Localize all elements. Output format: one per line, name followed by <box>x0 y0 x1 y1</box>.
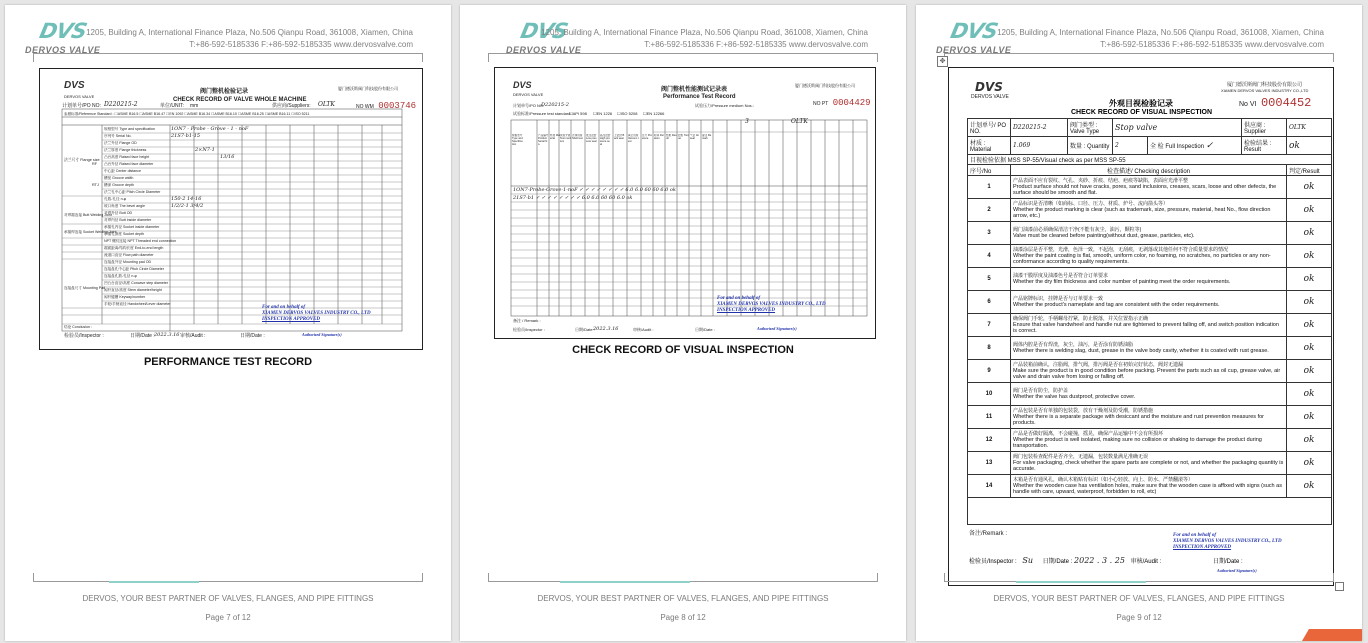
inspector-label: 检验员/Inspector : <box>64 333 104 339</box>
footer-rule <box>33 581 423 582</box>
handwritten-entry: 13/16 <box>220 154 235 160</box>
crop-mark <box>488 53 498 62</box>
supplier-value: OLTK <box>1287 119 1332 137</box>
signature-row <box>969 556 1243 565</box>
company-logo <box>506 19 582 57</box>
checklist-description-en: Whether the valve has dustproof, protective cover. <box>1013 393 1136 400</box>
checklist-description-cn: 确保阀门手轮，手柄螺母拧紧，防止脱落，并关位置指示正确 <box>1013 315 1149 322</box>
checklist-number: 7 <box>968 314 1011 337</box>
basis-row <box>968 155 1332 165</box>
crop-mark <box>33 573 34 581</box>
scan-brand: DERVOS VALVE <box>64 94 95 99</box>
header-rule <box>944 53 1334 54</box>
date2-label: 日期/Date : <box>1212 559 1243 565</box>
form-serial-number: NO WM 0003746 <box>356 101 417 111</box>
header-address: 1205, Building A, International Finance Plaza, No.506 Qianpu Road, 361008, Xiamen, China <box>997 28 1324 37</box>
checklist-description <box>1011 475 1287 498</box>
handwritten-row: 21S7-b1 ✓ ✓ ✓ ✓ ✓ ✓ ✓ ✓ 6.0 6.0 60 60 6.0 ok <box>513 195 633 201</box>
crop-mark <box>868 53 878 62</box>
checklist-result: ok <box>1287 291 1332 314</box>
po-value: D220215-2 <box>104 101 138 108</box>
supplier-value: OLTK <box>791 118 808 125</box>
crop-mark <box>1333 573 1334 581</box>
page-header <box>5 5 451 57</box>
checklist-description-en: Whether the paint coating is flat, smooth, uniform color, no foaming, no scratches, no particles or any non-conformance according to quality requirements. <box>1013 252 1271 265</box>
checklist-description <box>1011 429 1287 452</box>
date-label: 日期/Date : <box>130 333 155 339</box>
form-row-label: 对焊外径 Butt OD <box>104 211 133 215</box>
scan-logo: DVS <box>975 80 1003 94</box>
checklist-description-cn: 产品包装是否有单独的包装袋，放有干燥剂及防受潮，防锈措施 <box>1013 407 1154 414</box>
date2-label: 日期/Date : <box>240 333 265 339</box>
checklist-description-en: Whether the product's nameplate and tag are consistent with the order requirements. <box>1013 301 1220 308</box>
checklist-result: ok <box>1287 199 1332 222</box>
header-rule <box>488 53 878 54</box>
checklist-row <box>968 452 1332 475</box>
header-address: 1205, Building A, International Finance Plaza, No.506 Qianpu Road, 361008, Xiamen, China <box>541 28 868 37</box>
date-value: 2022 . 3 . 25 <box>1074 556 1125 565</box>
pressure-label: 试验压力/Pressure medium Nos.: <box>695 103 754 108</box>
date-value: 2022.3.16 <box>593 326 619 332</box>
inspector-label: 检验员/Inspector : <box>513 327 545 332</box>
column-header: 低压密封 Low pressure seal <box>586 134 597 143</box>
group-label: 对焊端连接 Butt Welding Joint <box>64 213 112 217</box>
form-row-label: 对焊内径 Butt inside diameter <box>104 218 152 222</box>
unit-label: 单位/UNIT: <box>160 103 184 109</box>
checklist-number: 2 <box>968 199 1011 222</box>
form-row-label: NPT 螺纹连接 NPT Threaded end connection <box>104 239 177 243</box>
form-title-en: Performance Test Record <box>663 94 736 100</box>
full-inspection-label: 全 检 Full Inspection <box>1150 143 1205 150</box>
checklist-description-en: Whether the product marking is clear (such as trademark, size, pressure, material, heat No., flow direction arrow, etc.) <box>1013 206 1271 219</box>
page-caption: CHECK RECORD OF VISUAL INSPECTION <box>572 344 794 356</box>
form-title-en: CHECK RECORD OF VALVE WHOLE MACHINE <box>173 97 307 103</box>
checklist-number: 1 <box>968 176 1011 199</box>
form-row-label: 连接盘孔中心距 Pitch Circle Diameter <box>104 267 164 271</box>
authorized-signature: Authorized Signature(s) <box>1217 568 1257 573</box>
crop-mark <box>1324 53 1334 62</box>
crop-mark <box>33 53 43 62</box>
checklist-row <box>968 360 1332 383</box>
checklist-description-en: Whether there is welding slag, dust, grease in the valve body cavity, whether it is coated with rust grease. <box>1013 347 1269 354</box>
po-label: 计划单号/PO NO: <box>62 103 101 109</box>
checklist-description-cn: 阀体内腔是否有焊渣，灰尘，油污，是否涂有防锈油脂 <box>1013 341 1134 348</box>
checklist-description <box>1011 337 1287 360</box>
crop-mark <box>488 573 489 581</box>
checklist-description <box>1011 452 1287 475</box>
footer-accent <box>560 581 690 583</box>
form-title-en: CHECK RECORD OF VISUAL INSPECTION <box>1071 109 1213 116</box>
group-label: RF <box>92 162 98 166</box>
checklist-number: 6 <box>968 291 1011 314</box>
handwritten-entry: 1/2/2-1 3/4/2 <box>171 203 204 209</box>
valve-type-value: Stop valve <box>1113 119 1242 137</box>
resize-handle-icon[interactable] <box>1335 582 1344 591</box>
handwritten-entry: 1ON7 - Probe - Grove - 1 - noF <box>171 126 249 132</box>
checklist-result: ok <box>1287 176 1332 199</box>
authorized-signature: Authorized Signature(s) <box>757 326 797 331</box>
scan-brand: DERVOS VALVE <box>513 92 544 97</box>
form-row-label: 坡口角度 The bevel angle <box>104 204 145 208</box>
checklist-description-cn: 木箱是否有通风孔，确认木箱贴有标识（如小心轻放、向上、防水、严禁翻滚等） <box>1013 476 1194 483</box>
form-row-label: 槽深 Groove depth <box>104 183 134 187</box>
checklist-description-cn: 油漆涂层是否平整，光滑，色泽一致，不起泡，无刮痕，无剥落或其他任何不符合质量要求的情况 <box>1013 246 1229 253</box>
checklist-description-cn: 产品标识是否清晰（如商标、口径、压力、材质、炉号、流向箭头等） <box>1013 200 1169 207</box>
checklist-result: ok <box>1287 452 1332 475</box>
checklist-description-cn: 阀门是否有防尘，防护盖 <box>1013 387 1069 394</box>
column-header: 试验介质 Test medium <box>560 134 571 143</box>
scan-brand: DERVOS VALVE <box>971 94 1009 100</box>
checklist-number: 9 <box>968 360 1011 383</box>
checklist-result: ok <box>1287 429 1332 452</box>
standard-option: ☐API 598 <box>569 111 587 116</box>
form-row-label: 连接盘外径 Mounting pad OD <box>104 260 152 264</box>
logo-mark: DVS <box>37 19 89 43</box>
company-logo <box>25 19 101 57</box>
form-title-cn: 外观目视检验记录 <box>1109 99 1173 108</box>
info-row-1 <box>968 119 1332 137</box>
form-row-label: 承插孔深度 Socket depth <box>104 232 144 236</box>
page-header <box>916 5 1362 57</box>
column-header-row <box>968 165 1332 176</box>
page-caption: PERFORMANCE TEST RECORD <box>143 356 313 368</box>
checklist-row <box>968 314 1332 337</box>
checklist-row <box>968 268 1332 291</box>
form-company: 厦门德沃斯阀门科技股份有限公司 <box>795 83 855 88</box>
checklist-row <box>968 291 1332 314</box>
checklist-description <box>1011 383 1287 406</box>
checklist-description-en: Whether the dry film thickness and color number of painting meet the order requirements. <box>1013 278 1231 285</box>
checklist-row <box>968 383 1332 406</box>
checklist-result: ok <box>1287 314 1332 337</box>
crop-mark <box>877 573 878 581</box>
logo-brand: DERVOS VALVE <box>506 45 582 55</box>
po-value: D220215-2 <box>1011 119 1068 137</box>
column-header: 气密 Air seal <box>690 134 700 140</box>
col-result: 判定/Result <box>1287 165 1332 176</box>
column-header: 真空试验 Vacuum test <box>628 134 639 143</box>
handwritten-entry: 150-2 14-16 <box>171 196 202 202</box>
logo-mark: DVS <box>948 19 1000 43</box>
form-row-label: 序列号 Serial No. <box>104 134 132 138</box>
form-row-label: 规格型号 Type and specification <box>104 127 155 131</box>
date-label: 日期/Date : <box>1042 559 1073 565</box>
form-row-label: 阀杆直径/高度 Stem diameter/height <box>104 288 162 292</box>
test-standard-label: 试验标准/Pressure test standard: <box>513 111 572 116</box>
checklist-description <box>1011 314 1287 337</box>
form-company: 厦门德沃斯阀门科技股份有限公司 <box>338 86 398 91</box>
checklist-description-en: Make sure the product is in good condition before packing. Prevent the parts such as oil cup, grease valve, air valve and drain valve from losing or falling off. <box>1013 367 1281 380</box>
form-row-label: 孔数-孔径 n-φ <box>104 197 127 201</box>
checklist-description-cn: 阀门包装检查配件是否齐全，无遗漏，包装数量满足准确无误 <box>1013 453 1149 460</box>
checklist-description-en: Valve must be cleaned before painting(without dust, grease, particles, etc). <box>1013 232 1195 239</box>
crop-mark <box>944 573 945 581</box>
checklist-description-en: For valve packaging, check whether the spare parts are complete or not, and whether the packaging quantity is accurate. <box>1013 459 1284 472</box>
checklist-number: 3 <box>968 222 1011 245</box>
document-page-9 <box>916 5 1362 641</box>
form-row-label: 流道口直径 Flow path diameter <box>104 253 154 257</box>
document-page-7 <box>5 5 451 641</box>
checklist-description-cn: 产品是否做好隔离，不会碰撞，摇晃，确保产品运输中不会有所损坏 <box>1013 430 1164 437</box>
form-row-label: 法兰孔中心距 Pitch Circle Diameter <box>104 190 161 194</box>
form-serial-number: NO PT 0004429 <box>813 98 871 108</box>
standard-option: ☐ISO 5208 <box>617 111 638 116</box>
form-row-label: 凹凸台直径/高度 Concave step diameter <box>104 281 169 285</box>
checklist-number: 13 <box>968 452 1011 475</box>
footer-slogan: DERVOS, YOUR BEST PARTNER OF VALVES, FLANGES, AND PIPE FITTINGS <box>993 594 1285 603</box>
logo-mark: DVS <box>518 19 570 43</box>
checklist-number: 12 <box>968 429 1011 452</box>
crop-mark <box>422 573 423 581</box>
footer-slogan: DERVOS, YOUR BEST PARTNER OF VALVES, FLANGES, AND PIPE FITTINGS <box>82 594 374 603</box>
document-page-8 <box>460 5 906 641</box>
standard-option: ☐EN 1226 <box>593 111 613 116</box>
scan-logo: DVS <box>64 80 85 91</box>
remark-cell <box>968 498 1332 525</box>
crop-mark <box>413 53 423 62</box>
valve-type-label: 阀门类型 : Valve Type <box>1068 119 1113 137</box>
column-header: 壳体试验 Shell test <box>572 134 583 140</box>
visual-inspection-table <box>967 118 1332 525</box>
checklist-description <box>1011 268 1287 291</box>
checklist-description <box>1011 406 1287 429</box>
group-label: RTJ <box>92 183 99 187</box>
checklist-result: ok <box>1287 337 1332 360</box>
remark-row <box>968 498 1332 525</box>
header-contact: T:+86-592-5185336 F:+86-592-5185335 www.dervosvalve.com <box>189 40 413 49</box>
col-no: 序号/No <box>968 165 1011 176</box>
checklist-number: 10 <box>968 383 1011 406</box>
column-header: 时间 Duration <box>654 134 665 140</box>
inspector-label: 检验员/Inspector : <box>969 559 1017 565</box>
page-number: Page 7 of 12 <box>205 613 251 622</box>
checklist-row <box>968 337 1332 360</box>
form-row-label: 连接盘孔数-孔径 n-φ <box>104 274 137 278</box>
form-row-label: 法兰外径 Flange OD <box>104 141 137 145</box>
checklist-description-cn: 产品装箱前确认，注脂阀，排气阀，排污阀是否在初始完好状态，阀封无遗漏 <box>1013 361 1184 368</box>
form-row-label: 法兰厚度 Flange thickness <box>104 148 147 152</box>
form-row-label: 端面距离/结构长度 End-to-end length <box>104 246 164 250</box>
checklist-description-en: Product surface should not have cracks, pores, sand inclusions, creases, scars, loose and other defects, the surface should be smooth and flat. <box>1013 183 1277 196</box>
checklist-result: ok <box>1287 268 1332 291</box>
quantity-value: 2 <box>1113 137 1148 155</box>
checklist-description-cn: 产品表面不应有裂纹、气孔、夹砂、折痕、结疤、疤痕等缺陷，表面应光滑平整 <box>1013 177 1189 184</box>
audit-label: 审核/Audit : <box>1130 559 1162 565</box>
supplier-label: 供应商 : Supplier <box>1242 119 1287 137</box>
header-contact: T:+86-592-5185336 F:+86-592-5185335 www.dervosvalve.com <box>644 40 868 49</box>
checklist-row <box>968 222 1332 245</box>
po-label: 计划单号/ PO NO. <box>968 119 1011 137</box>
column-header: 备注 Remark <box>702 134 712 140</box>
form-row-label: 中心距 Center distance <box>104 169 141 173</box>
move-handle-icon[interactable]: ✥ <box>937 56 948 67</box>
column-header: 产品编号 Product Serial No. <box>538 134 549 146</box>
checklist-row <box>968 406 1332 429</box>
checklist-description-en: Whether the product is well isolated, making sure no collision or shaking to damage the product during transportation. <box>1013 436 1262 449</box>
checklist-row <box>968 176 1332 199</box>
approval-stamp: For and on behalf of XIAMEN DERVOS VALVES INDUSTRY CO., LTD INSPECTION APPROVED <box>1173 533 1282 550</box>
column-header: 上密封 Back seat <box>614 134 625 140</box>
form-row-label: 手轮/手柄直径 Handwheel/Lever diameter <box>104 302 171 306</box>
material-value: 1.069 <box>1011 137 1068 155</box>
checklist-description <box>1011 199 1287 222</box>
form-title-cn: 阀门整机性能测试记录表 <box>661 87 728 93</box>
approval-stamp: For and on behalf of XIAMEN DERVOS VALVES INDUSTRY CO., LTD INSPECTION APPROVED <box>262 305 371 322</box>
form-row-label: 凸台高度 Raised face height <box>104 155 150 159</box>
page-header <box>460 5 906 57</box>
checklist-result: ok <box>1287 475 1332 498</box>
header-address: 1205, Building A, International Finance Plaza, No.506 Qianpu Road, 361008, Xiamen, China <box>86 28 413 37</box>
checklist-row <box>968 475 1332 498</box>
checklist-number: 11 <box>968 406 1011 429</box>
form-company-cn: 厦门德沃斯阀门科技股份有限公司 <box>1227 82 1303 88</box>
full-inspection-cell <box>1148 137 1242 155</box>
checklist-row <box>968 429 1332 452</box>
result-label: 检验结果 : Result <box>1242 137 1287 155</box>
checklist-row <box>968 199 1332 222</box>
approval-stamp: For and on behalf of XIAMEN DERVOS VALVES INDUSTRY CO., LTD INSPECTION APPROVED <box>717 296 826 313</box>
checklist-description-en: Whether the wooden case has ventilation holes, make sure that the wooden case is affixed with signs (such as handle with care, upward, waterproof, forbidden to roll, etc) <box>1013 482 1282 495</box>
column-header: 结果 Result <box>666 134 677 140</box>
audit-label: 审核/Audit : <box>633 327 654 332</box>
column-header: 规格型号 Type and Specification <box>512 134 523 146</box>
po-value: D220215-2 <box>541 102 569 108</box>
inspector-value: Su <box>1022 556 1033 565</box>
column-header: 压力 Pressure <box>642 134 652 140</box>
date2-label: 日期/Date : <box>695 327 715 332</box>
authorized-signature: Authorized Signature(s) <box>302 332 342 337</box>
logo-brand: DERVOS VALVE <box>25 45 101 55</box>
checklist-description-en: Ensure that valve handwheel and handle nut are tightened to prevent falling off, and switch position indication is correct. <box>1013 321 1279 334</box>
group-label: 法兰尺寸 Flange size <box>64 158 100 162</box>
checklist-description <box>1011 222 1287 245</box>
col-description: 检查描述/ Checking description <box>1011 165 1287 176</box>
checklist-row <box>968 245 1332 268</box>
checklist-description-cn: 产品铭牌标识，挂牌是否与订单要求一致 <box>1013 295 1104 302</box>
form-serial-number: No VI 0004452 <box>1239 96 1312 110</box>
checklist-description-cn: 阀门油漆前必须确保清洁干净(不能有灰尘，油污，颗粒等) <box>1013 226 1142 233</box>
supplier-label: 供应商/Suppliers: <box>272 103 311 109</box>
reference-standards: 参照标准/Reference Standard : ☐ASME B16.5 ☐ASME B16.47 ☐EN 1092 ☐ASME B16.34 ☐ASME B16.10 ☐ASME B16.25 ☐ASME B16.11 ☐ISO 5211 <box>64 112 310 116</box>
form-row-label: 承插孔内径 Socket inside diameter <box>104 225 160 229</box>
supplier-value: OLTK <box>318 101 335 108</box>
header-rule <box>33 53 423 54</box>
checklist-result: ok <box>1287 383 1332 406</box>
form-row-label: 槽宽 Groove width <box>104 176 134 180</box>
footer-slogan: DERVOS, YOUR BEST PARTNER OF VALVES, FLANGES, AND PIPE FITTINGS <box>537 594 829 603</box>
form-company-en: XIAMEN DERVOS VALVES INDUSTRY CO.,LTD <box>1221 88 1309 93</box>
info-row-2 <box>968 137 1332 155</box>
standard-option: ☐EN 12266 <box>643 111 665 116</box>
date-label: 日期/Date : <box>575 327 595 332</box>
header-contact: T:+86-592-5185336 F:+86-592-5185335 www.dervosvalve.com <box>1100 40 1324 49</box>
scanned-visual-inspection-record <box>948 67 1334 586</box>
po-label: 计划单号/PO NO: <box>513 103 545 108</box>
column-header: 材质 Material <box>550 134 561 140</box>
checklist-number: 14 <box>968 475 1011 498</box>
checklist-description <box>1011 176 1287 199</box>
remark-label: 备注 / Remark : <box>513 318 541 323</box>
group-label: 承插焊连接 Socket Welding Joint <box>64 230 117 234</box>
quantity-label: 数量 : Quantity <box>1068 137 1113 155</box>
remark-label: 备注/Remark : <box>969 531 1008 537</box>
logo-brand: DERVOS VALVE <box>936 45 1012 55</box>
checklist-number: 8 <box>968 337 1011 360</box>
footer-accent <box>1016 581 1146 583</box>
audit-label: 审核/Audit : <box>180 333 206 339</box>
checklist-description-cn: 油漆干膜厚度及油漆色号是否符合订单要求 <box>1013 272 1109 279</box>
pressure-value: 3 <box>745 118 749 125</box>
checklist-number: 5 <box>968 268 1011 291</box>
checklist-description <box>1011 291 1287 314</box>
checklist-result: ok <box>1287 222 1332 245</box>
page-number: Page 9 of 12 <box>1116 613 1162 622</box>
page-number: Page 8 of 12 <box>660 613 706 622</box>
full-inspection-check: ✓ <box>1205 140 1214 151</box>
column-header: 高压密封 High pressure seal <box>600 134 611 146</box>
material-label: 材质 : Material <box>968 137 1011 155</box>
checklist-number: 4 <box>968 245 1011 268</box>
date-value: 2022.3.16 <box>154 332 180 338</box>
column-header: 扭矩 Torque <box>678 134 689 140</box>
checklist-description-en: Whether there is a separate package with desiccant and the moisture and rust prevention measures for products. <box>1013 413 1264 426</box>
form-row-label: 凸台外径 Raised face diameter <box>104 162 154 166</box>
checklist-description <box>1011 245 1287 268</box>
result-value: ok <box>1287 137 1332 155</box>
checklist-result: ok <box>1287 406 1332 429</box>
checklist-description <box>1011 360 1287 383</box>
handwritten-row: 1ON7-Probe-Grove-1-noF ✓ ✓ ✓ ✓ ✓ ✓ ✓ ✓ 6.0 6.0 60 60 6.0 ok <box>513 187 676 193</box>
unit-value: mm <box>190 103 199 109</box>
checklist-result: ok <box>1287 360 1332 383</box>
inspection-basis: 目视检验依据 MSS SP-55/Visual check as per MSS SP-55 <box>968 155 1332 165</box>
checklist-result: ok <box>1287 245 1332 268</box>
form-title-cn: 阀门整机检验记录 <box>200 89 249 95</box>
scanned-performance-test-record <box>494 67 876 339</box>
form-row-label: 结论 Conclusion : <box>64 325 92 329</box>
group-label: 连接盘尺寸 Mounting Pad <box>64 286 106 290</box>
handwritten-entry: 21S7-b1-15 <box>171 133 201 139</box>
scanned-record-whole-machine <box>39 68 423 350</box>
footer-accent <box>109 581 199 583</box>
form-row-label: 阀杆键槽 Keyway/number <box>104 295 146 299</box>
company-logo <box>936 19 1012 57</box>
scan-logo: DVS <box>513 80 532 90</box>
handwritten-entry: 2×N7-1 <box>195 147 215 153</box>
corner-accent <box>1302 629 1362 641</box>
